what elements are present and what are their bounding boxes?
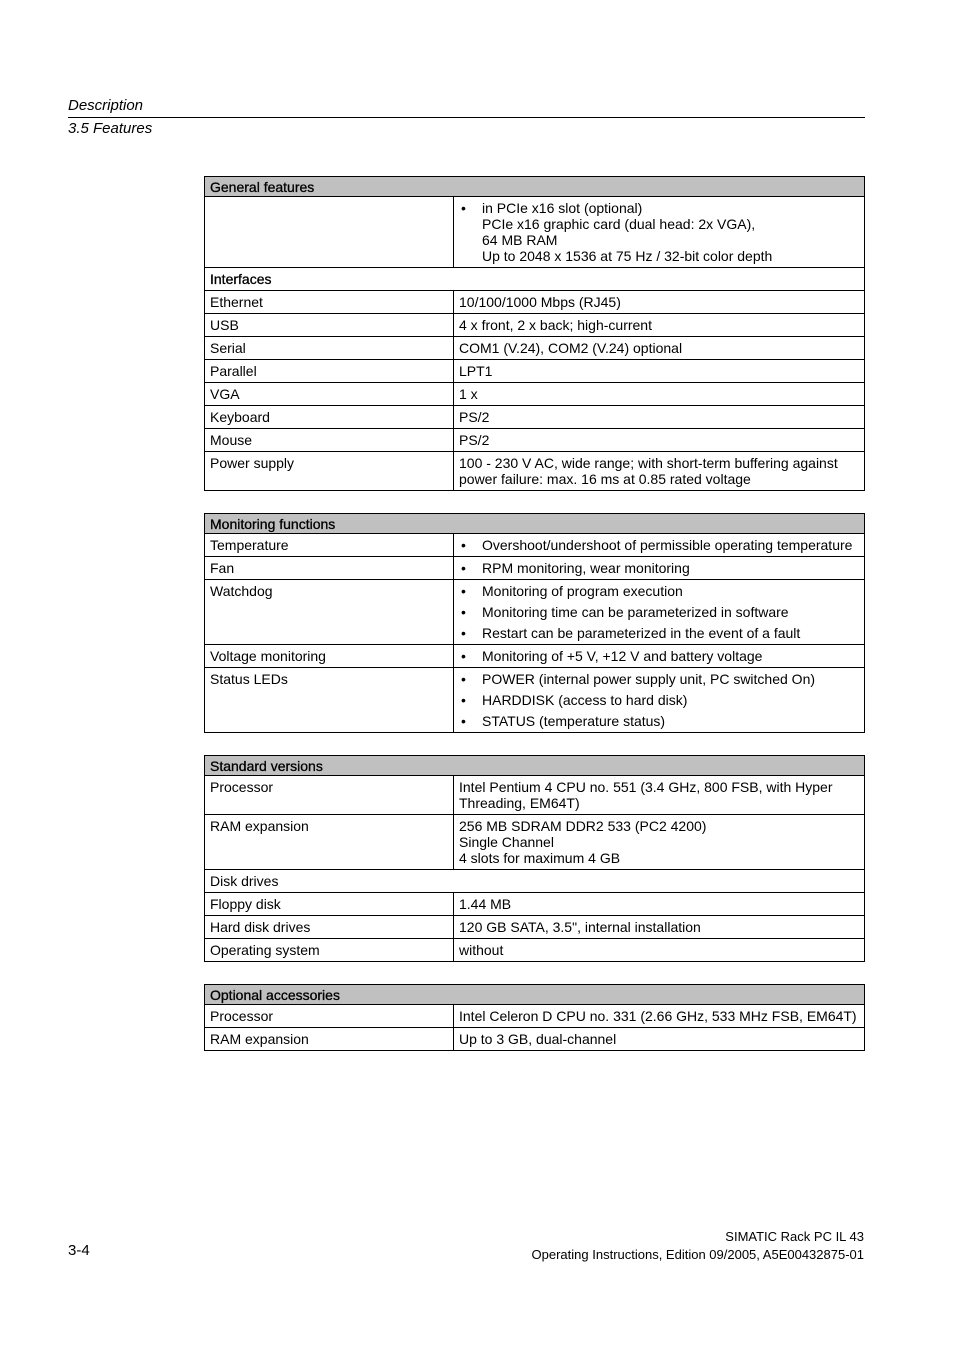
- value-line: 4 slots for maximum 4 GB: [459, 850, 621, 866]
- row-value: 4 x front, 2 x back; high-current: [454, 314, 865, 337]
- table-row: [205, 360, 865, 383]
- table-row: [205, 337, 865, 360]
- bullet-list: [459, 648, 859, 664]
- row-value: 10/100/1000 Mbps (RJ45): [454, 291, 865, 314]
- footer-product: SIMATIC Rack PC IL 43: [725, 1229, 864, 1244]
- table-row: [205, 1028, 865, 1051]
- row-subheading: Interfaces: [205, 268, 865, 291]
- row-label: [205, 197, 454, 268]
- row-value: LPT1: [454, 360, 865, 383]
- bullet-item: [459, 625, 859, 641]
- row-label: Voltage monitoring: [205, 645, 454, 668]
- table-row: [205, 939, 865, 962]
- table-row: [205, 197, 865, 268]
- bullet-list: [459, 583, 859, 641]
- value-line: Single Channel: [459, 834, 554, 850]
- row-value: without: [454, 939, 865, 962]
- footer-edition: Operating Instructions, Edition 09/2005, A5E00432875-01: [531, 1247, 864, 1262]
- bullet-line: • Overshoot/undershoot of permissible operating temperature: [482, 537, 853, 553]
- row-label: Keyboard: [205, 406, 454, 429]
- value-line: 256 MB SDRAM DDR2 533 (PC2 4200): [459, 818, 707, 834]
- table-section-header: [205, 985, 865, 1005]
- table-row: [205, 870, 865, 893]
- bullet-item: [459, 537, 859, 553]
- row-label: Mouse: [205, 429, 454, 452]
- table-row: [205, 429, 865, 452]
- table-row: [205, 406, 865, 429]
- bullet-list: [459, 560, 859, 576]
- row-label: Processor: [205, 1005, 454, 1028]
- bullet-item: [459, 713, 859, 729]
- bullet-line: • Restart can be parameterized in the event of a fault: [482, 625, 801, 641]
- table-section-header: [205, 177, 865, 197]
- table-row: [205, 291, 865, 314]
- row-value: [454, 668, 865, 733]
- row-value: 1 x: [454, 383, 865, 406]
- bullet-list: [459, 200, 859, 264]
- bullet-list: [459, 537, 859, 553]
- section-title: Standard versions: [210, 758, 323, 774]
- table-row: [205, 452, 865, 491]
- bullet-item: [459, 692, 859, 708]
- row-label: RAM expansion: [205, 815, 454, 870]
- row-label: Operating system: [205, 939, 454, 962]
- table-row: [205, 557, 865, 580]
- feature-tables: [204, 176, 864, 1073]
- row-value: [454, 645, 865, 668]
- section-title: Optional accessories: [210, 987, 340, 1003]
- row-value: 120 GB SATA, 3.5", internal installation: [454, 916, 865, 939]
- table-row: [205, 383, 865, 406]
- row-value: COM1 (V.24), COM2 (V.24) optional: [454, 337, 865, 360]
- table-row: [205, 534, 865, 557]
- header-subsection: 3.5 Features: [68, 120, 153, 137]
- header-section: Description: [68, 97, 144, 114]
- section-title: General features: [210, 179, 315, 195]
- bullet-item: [459, 583, 859, 599]
- table-row: [205, 1005, 865, 1028]
- bullet-line: Up to 2048 x 1536 at 75 Hz / 32-bit color depth: [482, 248, 773, 264]
- row-value: Intel Celeron D CPU no. 331 (2.66 GHz, 533 MHz FSB, EM64T): [454, 1005, 865, 1028]
- row-group-label: Disk drives: [205, 870, 865, 893]
- row-label: Temperature: [205, 534, 454, 557]
- section-title: Monitoring functions: [210, 516, 336, 532]
- bullet-item: [459, 560, 859, 576]
- row-label: Parallel: [205, 360, 454, 383]
- table-row: [205, 916, 865, 939]
- table-row: [205, 668, 865, 733]
- row-label: Watchdog: [205, 580, 454, 645]
- bullet-line: 64 MB RAM: [482, 232, 558, 248]
- row-value: 100 - 230 V AC, wide range; with short-term buffering against power failure: max. 16 ms at 0.85 rated voltage: [454, 452, 865, 491]
- bullet-line: • RPM monitoring, wear monitoring: [482, 560, 690, 576]
- bullet-item: [459, 648, 859, 664]
- bullet-item: [459, 200, 859, 264]
- row-value: [454, 557, 865, 580]
- row-label: Floppy disk: [205, 893, 454, 916]
- bullet-line: • in PCIe x16 slot (optional): [482, 200, 643, 216]
- row-label: Fan: [205, 557, 454, 580]
- row-value: PS/2: [454, 406, 865, 429]
- table-row: [205, 314, 865, 337]
- table-section-header: [205, 514, 865, 534]
- footer-info: [532, 1228, 864, 1264]
- bullet-line: • HARDDISK (access to hard disk): [482, 692, 688, 708]
- spec-table: [204, 755, 865, 962]
- page-number: 3-4: [68, 1242, 90, 1259]
- bullet-line: PCIe x16 graphic card (dual head: 2x VGA),: [482, 216, 756, 232]
- bullet-line: • Monitoring time can be parameterized in software: [482, 604, 789, 620]
- bullet-item: [459, 671, 859, 687]
- row-label: Power supply: [205, 452, 454, 491]
- row-label: Serial: [205, 337, 454, 360]
- row-label: Ethernet: [205, 291, 454, 314]
- running-header: [68, 95, 865, 140]
- row-value: 1.44 MB: [454, 893, 865, 916]
- row-value: [454, 815, 865, 870]
- spec-table: [204, 176, 865, 491]
- row-label: Hard disk drives: [205, 916, 454, 939]
- table-row: [205, 268, 865, 291]
- row-value: Up to 3 GB, dual-channel: [454, 1028, 865, 1051]
- table-row: [205, 815, 865, 870]
- table-row: [205, 893, 865, 916]
- row-label: USB: [205, 314, 454, 337]
- bullet-line: • Monitoring of +5 V, +12 V and battery voltage: [482, 648, 763, 664]
- row-value: [454, 580, 865, 645]
- spec-table: [204, 513, 865, 733]
- bullet-line: • POWER (internal power supply unit, PC switched On): [482, 671, 816, 687]
- row-value: [454, 197, 865, 268]
- table-section-header: [205, 756, 865, 776]
- bullet-list: [459, 671, 859, 729]
- table-row: [205, 776, 865, 815]
- bullet-line: • Monitoring of program execution: [482, 583, 683, 599]
- row-value: [454, 534, 865, 557]
- table-row: [205, 645, 865, 668]
- row-value: Intel Pentium 4 CPU no. 551 (3.4 GHz, 800 FSB, with Hyper Threading, EM64T): [454, 776, 865, 815]
- spec-table: [204, 984, 865, 1051]
- row-value: PS/2: [454, 429, 865, 452]
- row-label: Processor: [205, 776, 454, 815]
- row-label: RAM expansion: [205, 1028, 454, 1051]
- table-row: [205, 580, 865, 645]
- bullet-item: [459, 604, 859, 620]
- row-label: Status LEDs: [205, 668, 454, 733]
- bullet-line: • STATUS (temperature status): [482, 713, 666, 729]
- row-label: VGA: [205, 383, 454, 406]
